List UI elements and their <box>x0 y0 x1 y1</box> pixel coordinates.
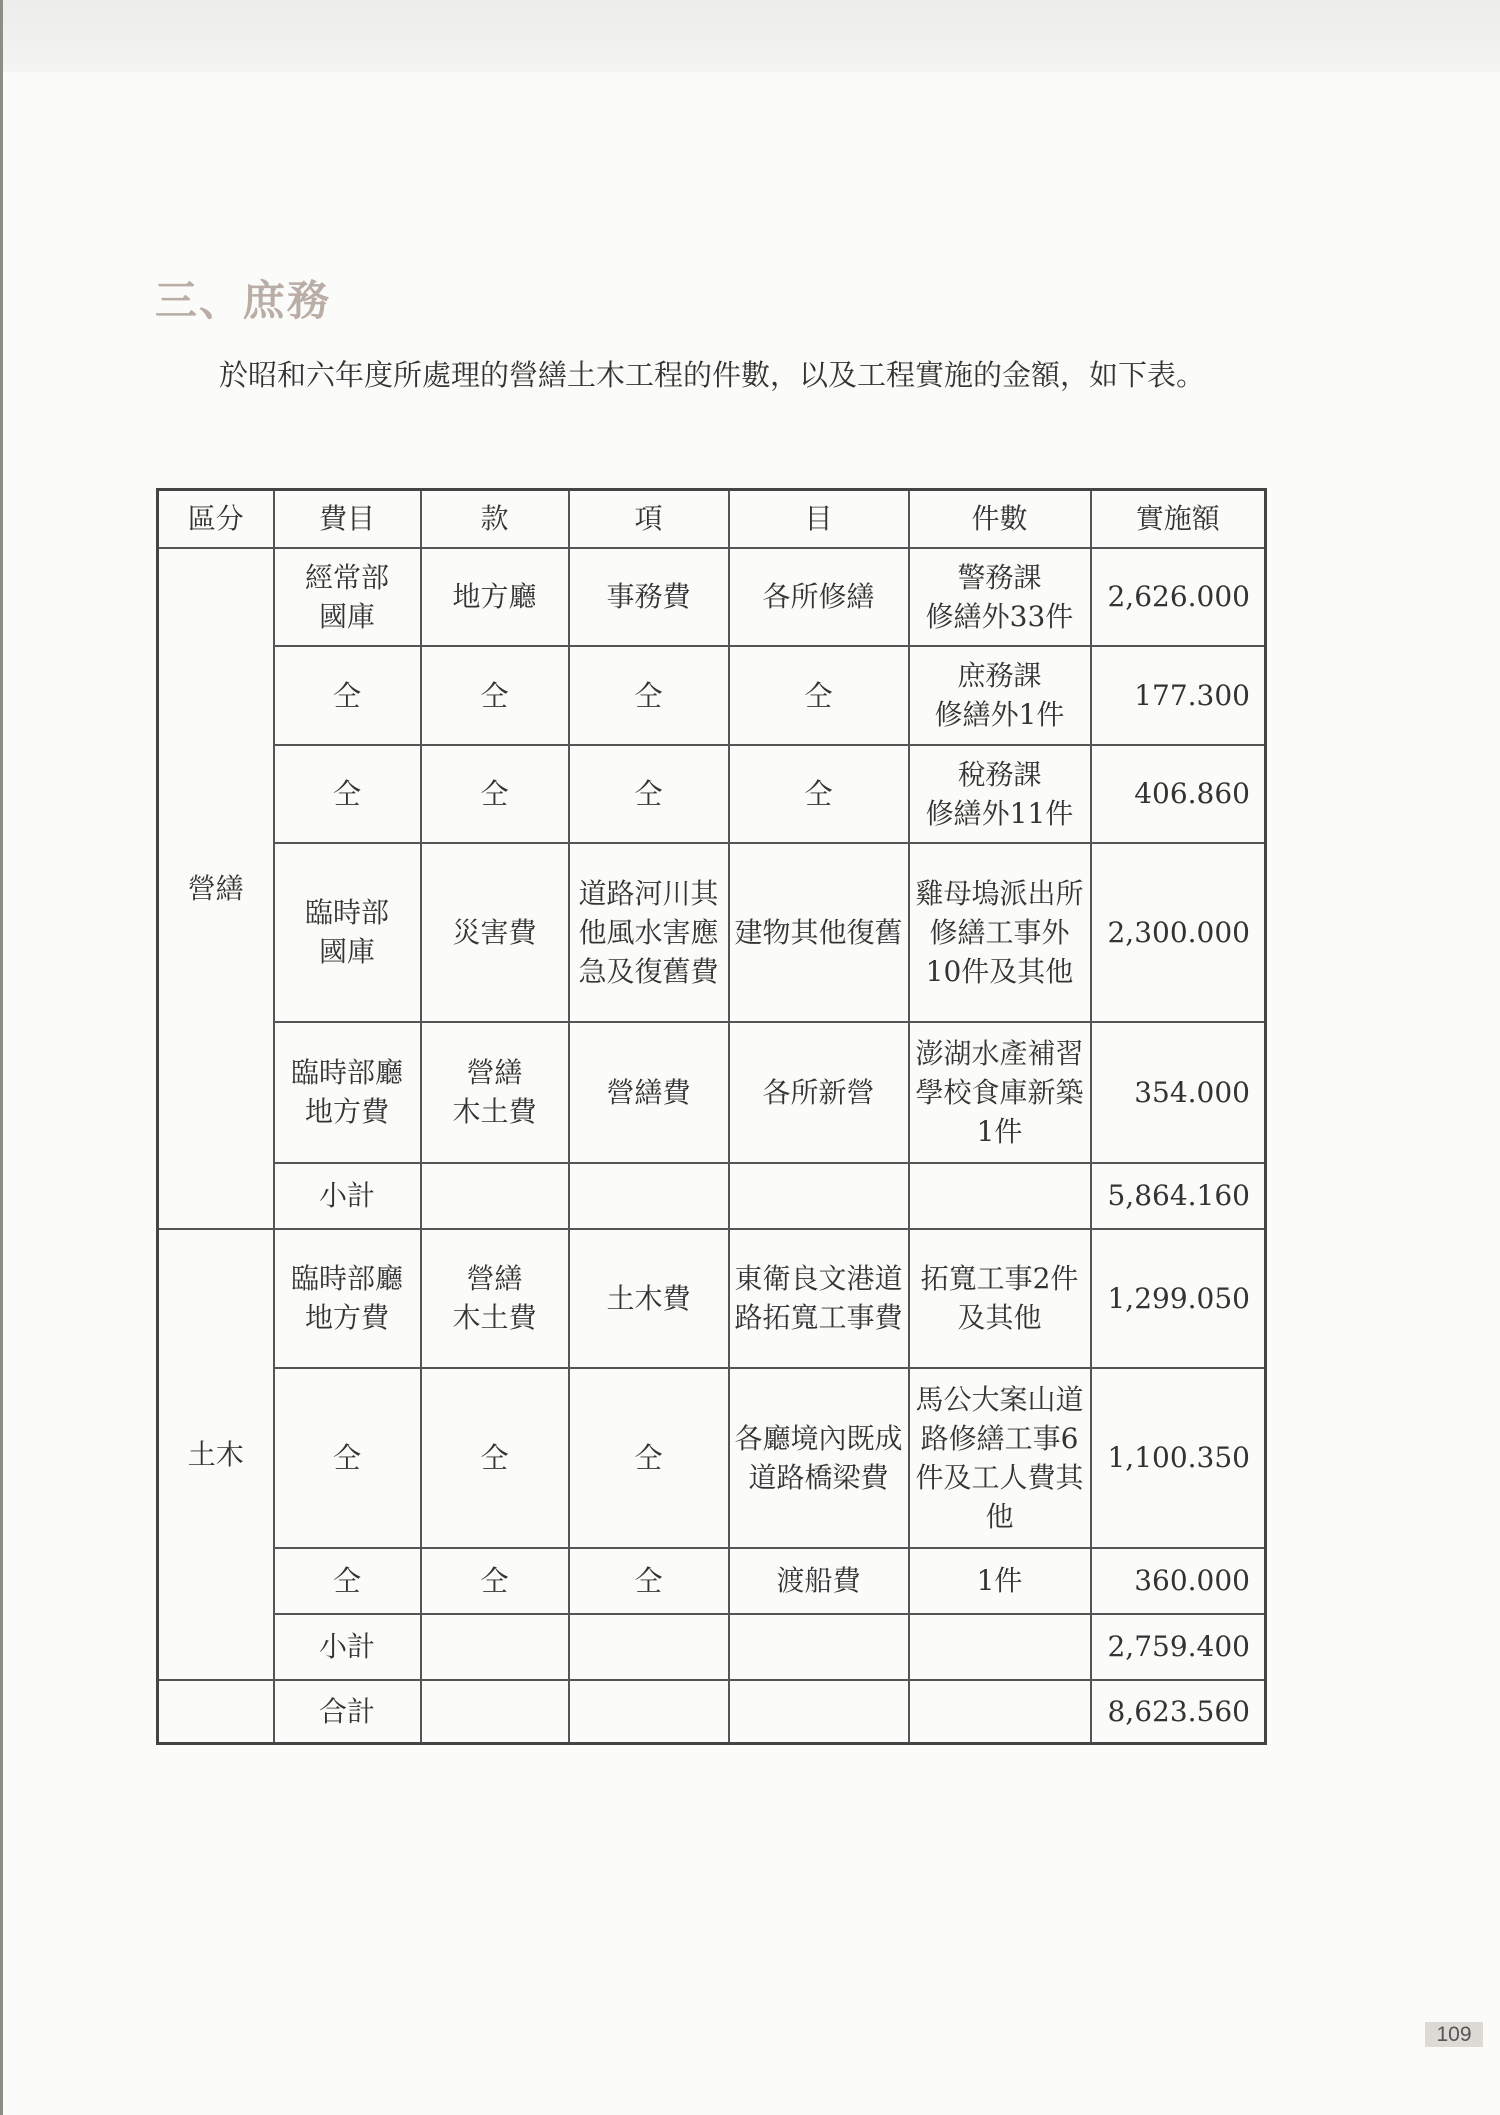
table-cell: 各所新營 <box>729 1022 909 1163</box>
table-cell: 營繕費 <box>569 1022 729 1163</box>
table-cell: 地方廳 <box>421 548 569 646</box>
amount-cell: 2,300.000 <box>1091 843 1266 1022</box>
table-cell: 仝 <box>274 1548 421 1614</box>
empty-cell <box>158 1680 274 1744</box>
column-header: 區分 <box>158 490 274 548</box>
table-cell: 澎湖水產補習學校食庫新築1件 <box>909 1022 1091 1163</box>
column-header: 件數 <box>909 490 1091 548</box>
table-row <box>158 1548 1266 1614</box>
table-row <box>158 1614 1266 1680</box>
table-row <box>158 745 1266 843</box>
table-cell: 拓寬工事2件 及其他 <box>909 1229 1091 1368</box>
table-cell: 仝 <box>729 745 909 843</box>
table-cell <box>909 1614 1091 1680</box>
table-row <box>158 548 1266 646</box>
group-label-cell: 土木 <box>158 1229 274 1680</box>
table-row <box>158 1163 1266 1229</box>
table-cell: 臨時部 國庫 <box>274 843 421 1022</box>
table-cell: 各廳境內既成道路橋梁費 <box>729 1368 909 1548</box>
table-cell <box>909 1680 1091 1744</box>
table-row <box>158 646 1266 745</box>
column-header: 費目 <box>274 490 421 548</box>
amount-cell: 1,299.050 <box>1091 1229 1266 1368</box>
intro-paragraph: 於昭和六年度所處理的營繕土木工程的件數，以及工程實施的金額，如下表。 <box>219 358 1206 392</box>
page-number: 109 <box>1425 2022 1483 2047</box>
table-header-row <box>158 490 1266 548</box>
table-cell <box>569 1163 729 1229</box>
table-cell <box>729 1680 909 1744</box>
construction-table <box>156 488 1267 1745</box>
amount-cell: 2,759.400 <box>1091 1614 1266 1680</box>
column-header: 款 <box>421 490 569 548</box>
table-cell: 合計 <box>274 1680 421 1744</box>
table-row <box>158 843 1266 1022</box>
table-cell: 仝 <box>569 745 729 843</box>
column-header: 項 <box>569 490 729 548</box>
table-cell: 道路河川其他風水害應急及復舊費 <box>569 843 729 1022</box>
table-cell: 營繕 木土費 <box>421 1229 569 1368</box>
amount-cell: 360.000 <box>1091 1548 1266 1614</box>
total-amount-cell: 8,623.560 <box>1091 1680 1266 1744</box>
table-cell <box>421 1680 569 1744</box>
table-cell: 東衛良文港道路拓寬工事費 <box>729 1229 909 1368</box>
table-cell <box>421 1163 569 1229</box>
table-cell <box>729 1163 909 1229</box>
table-cell <box>909 1163 1091 1229</box>
table-cell: 仝 <box>569 646 729 745</box>
section-title: 三、庶務 <box>155 276 332 325</box>
table-cell: 仝 <box>569 1368 729 1548</box>
amount-cell: 177.300 <box>1091 646 1266 745</box>
table-cell: 仝 <box>274 1368 421 1548</box>
table-row <box>158 1368 1266 1548</box>
amount-cell: 406.860 <box>1091 745 1266 843</box>
table-cell: 建物其他復舊 <box>729 843 909 1022</box>
table-cell: 仝 <box>421 745 569 843</box>
table-cell: 臨時部廳 地方費 <box>274 1229 421 1368</box>
amount-cell: 354.000 <box>1091 1022 1266 1163</box>
table-cell: 警務課 修繕外33件 <box>909 548 1091 646</box>
table-cell: 仝 <box>274 646 421 745</box>
table-cell: 雞母塢派出所修繕工事外10件及其他 <box>909 843 1091 1022</box>
table-cell <box>569 1680 729 1744</box>
group-label-cell: 營繕 <box>158 548 274 1229</box>
table-cell: 小計 <box>274 1614 421 1680</box>
amount-cell: 1,100.350 <box>1091 1368 1266 1548</box>
table-cell: 仝 <box>569 1548 729 1614</box>
table-row <box>158 1022 1266 1163</box>
table-cell: 各所修繕 <box>729 548 909 646</box>
page-edge <box>0 0 3 2115</box>
table-cell: 渡船費 <box>729 1548 909 1614</box>
table-cell: 仝 <box>274 745 421 843</box>
table-cell <box>421 1614 569 1680</box>
table-cell: 仝 <box>421 1368 569 1548</box>
column-header: 目 <box>729 490 909 548</box>
table-cell: 庶務課 修繕外1件 <box>909 646 1091 745</box>
table-cell: 營繕 木土費 <box>421 1022 569 1163</box>
table-cell: 小計 <box>274 1163 421 1229</box>
table-cell <box>569 1614 729 1680</box>
scan-top-band <box>0 0 1500 72</box>
table-cell: 事務費 <box>569 548 729 646</box>
table-cell <box>729 1614 909 1680</box>
amount-cell: 2,626.000 <box>1091 548 1266 646</box>
table-cell: 仝 <box>421 1548 569 1614</box>
table-cell: 稅務課 修繕外11件 <box>909 745 1091 843</box>
table-cell: 經常部 國庫 <box>274 548 421 646</box>
table-cell: 災害費 <box>421 843 569 1022</box>
table-cell: 臨時部廳 地方費 <box>274 1022 421 1163</box>
table-cell: 馬公大案山道路修繕工事6件及工人費其他 <box>909 1368 1091 1548</box>
total-row <box>158 1680 1266 1744</box>
column-header: 實施額 <box>1091 490 1266 548</box>
table-cell: 仝 <box>729 646 909 745</box>
table-cell: 仝 <box>421 646 569 745</box>
table-row <box>158 1229 1266 1368</box>
table-cell: 土木費 <box>569 1229 729 1368</box>
table-cell: 1件 <box>909 1548 1091 1614</box>
amount-cell: 5,864.160 <box>1091 1163 1266 1229</box>
